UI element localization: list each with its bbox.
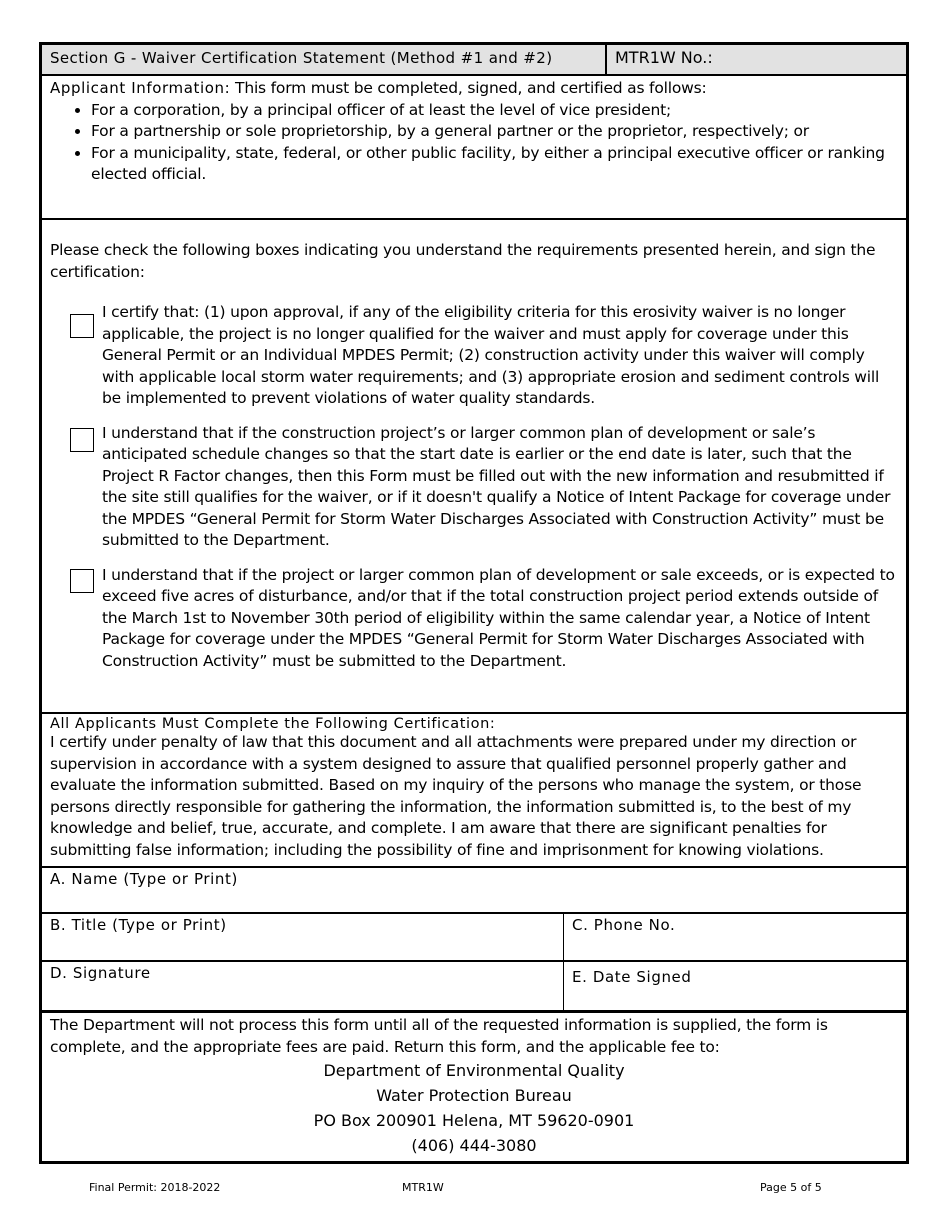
schedule-change-checkbox[interactable] xyxy=(70,428,94,452)
mailing-address xyxy=(50,1058,898,1158)
check-item-certify xyxy=(50,302,898,410)
signer-requirements-list xyxy=(50,100,898,186)
name-label: A. Name (Type or Print) xyxy=(50,870,238,888)
list-item: • For a corporation, by a principal officer of at least the level of vice president; xyxy=(91,100,898,122)
name-field[interactable] xyxy=(42,868,906,914)
signature-date-row xyxy=(42,962,906,1013)
acreage-checkbox[interactable] xyxy=(70,569,94,593)
check-item-text: I understand that if the construction project’s or larger common plan of development or sale’s anticipated schedule changes so that the start date is earlier or the end date is later, such that the Project R Factor changes, then this Form must be filled out with the new information and resubmitted if the site still qualifies for the waiver, or if it doesn't qualify a Notice of Intent Package for coverage under the MPDES “General Permit for Storm Water Discharges Associated with Construction Activity” must be submitted to the Department. xyxy=(102,423,891,549)
title-label: B. Title (Type or Print) xyxy=(50,916,227,934)
mtr-number-field[interactable]: MTR1W No.: xyxy=(607,45,906,74)
address-line: (406) 444-3080 xyxy=(411,1136,537,1155)
submission-text: The Department will not process this form until all of the requested information is supplied, the form is complete, and the appropriate fees are paid. Return this form, and the applicable fee to: xyxy=(50,1016,828,1056)
phone-field[interactable] xyxy=(564,914,906,960)
waiver-certification-form xyxy=(39,42,909,1164)
check-item-text: I certify that: (1) upon approval, if any of the eligibility criteria for this erosivity waiver is no longer applicable, the project is no longer qualified for the waiver and must apply for coverage under this General Permit or an Individual MPDES Permit; (2) construction activity under this waiver will comply with applicable local storm water requirements; and (3) appropriate erosion and sediment controls will be implemented to prevent violations of water quality standards. xyxy=(102,303,880,407)
applicant-intro: This form must be completed, signed, and certified as follows: xyxy=(230,79,707,97)
check-item-text: I understand that if the project or larger common plan of development or sale exceeds, or is expected to exceed five acres of disturbance, and/or that if the total construction project period extends outside of the March 1st to November 30th period of eligibility within the same calendar year, a Notice of Intent Package for coverage under the MPDES “General Permit for Storm Water Discharges Associated with Construction Activity” must be submitted to the Department. xyxy=(102,565,895,670)
date-signed-label: E. Date Signed xyxy=(572,968,692,986)
footer-form-id: MTR1W xyxy=(402,1181,444,1194)
footer-permit: Final Permit: 2018-2022 xyxy=(89,1181,221,1194)
submission-instructions xyxy=(42,1013,906,1161)
address-line: Department of Environmental Quality xyxy=(323,1061,625,1080)
address-line: Water Protection Bureau xyxy=(376,1086,572,1105)
date-signed-field[interactable] xyxy=(564,962,906,1010)
applicant-label: Applicant Information: xyxy=(50,79,231,97)
address-line: PO Box 200901 Helena, MT 59620-0901 xyxy=(313,1111,635,1130)
title-field[interactable] xyxy=(42,914,564,960)
signature-field[interactable] xyxy=(42,962,564,1010)
check-item-acreage xyxy=(50,565,898,673)
title-phone-row xyxy=(42,914,906,962)
certification-label: All Applicants Must Complete the Following Certification: xyxy=(50,716,496,732)
phone-label: C. Phone No. xyxy=(572,916,676,934)
certification-statement xyxy=(42,714,906,868)
acknowledgement-checks xyxy=(42,220,906,714)
footer-page-number: Page 5 of 5 xyxy=(760,1181,822,1194)
section-title: Section G - Waiver Certification Statement (Method #1 and #2) xyxy=(42,45,607,74)
check-instruction: Please check the following boxes indicating you understand the requirements presented herein, and sign the certification: xyxy=(50,241,876,281)
list-item: • For a municipality, state, federal, or other public facility, by either a principal executive officer or ranking elected official. xyxy=(91,143,898,186)
list-item: • For a partnership or sole proprietorship, by a general partner or the proprietor, respectively; or xyxy=(91,121,898,143)
signature-label: D. Signature xyxy=(50,964,151,982)
section-header xyxy=(42,45,906,76)
check-item-schedule-change xyxy=(50,423,898,552)
certify-checkbox[interactable] xyxy=(70,314,94,338)
certification-text: I certify under penalty of law that this document and all attachments were prepared under my direction or supervision in accordance with a system designed to assure that qualified personnel properly gather and evaluate the information submitted. Based on my inquiry of the persons who manage the system, or those persons directly responsible for gathering the information, the information submitted is, to the best of my knowledge and belief, true, accurate, and complete. I am aware that there are significant penalties for submitting false information; including the possibility of fine and imprisonment for knowing violations. xyxy=(50,733,862,859)
applicant-information xyxy=(42,76,906,220)
